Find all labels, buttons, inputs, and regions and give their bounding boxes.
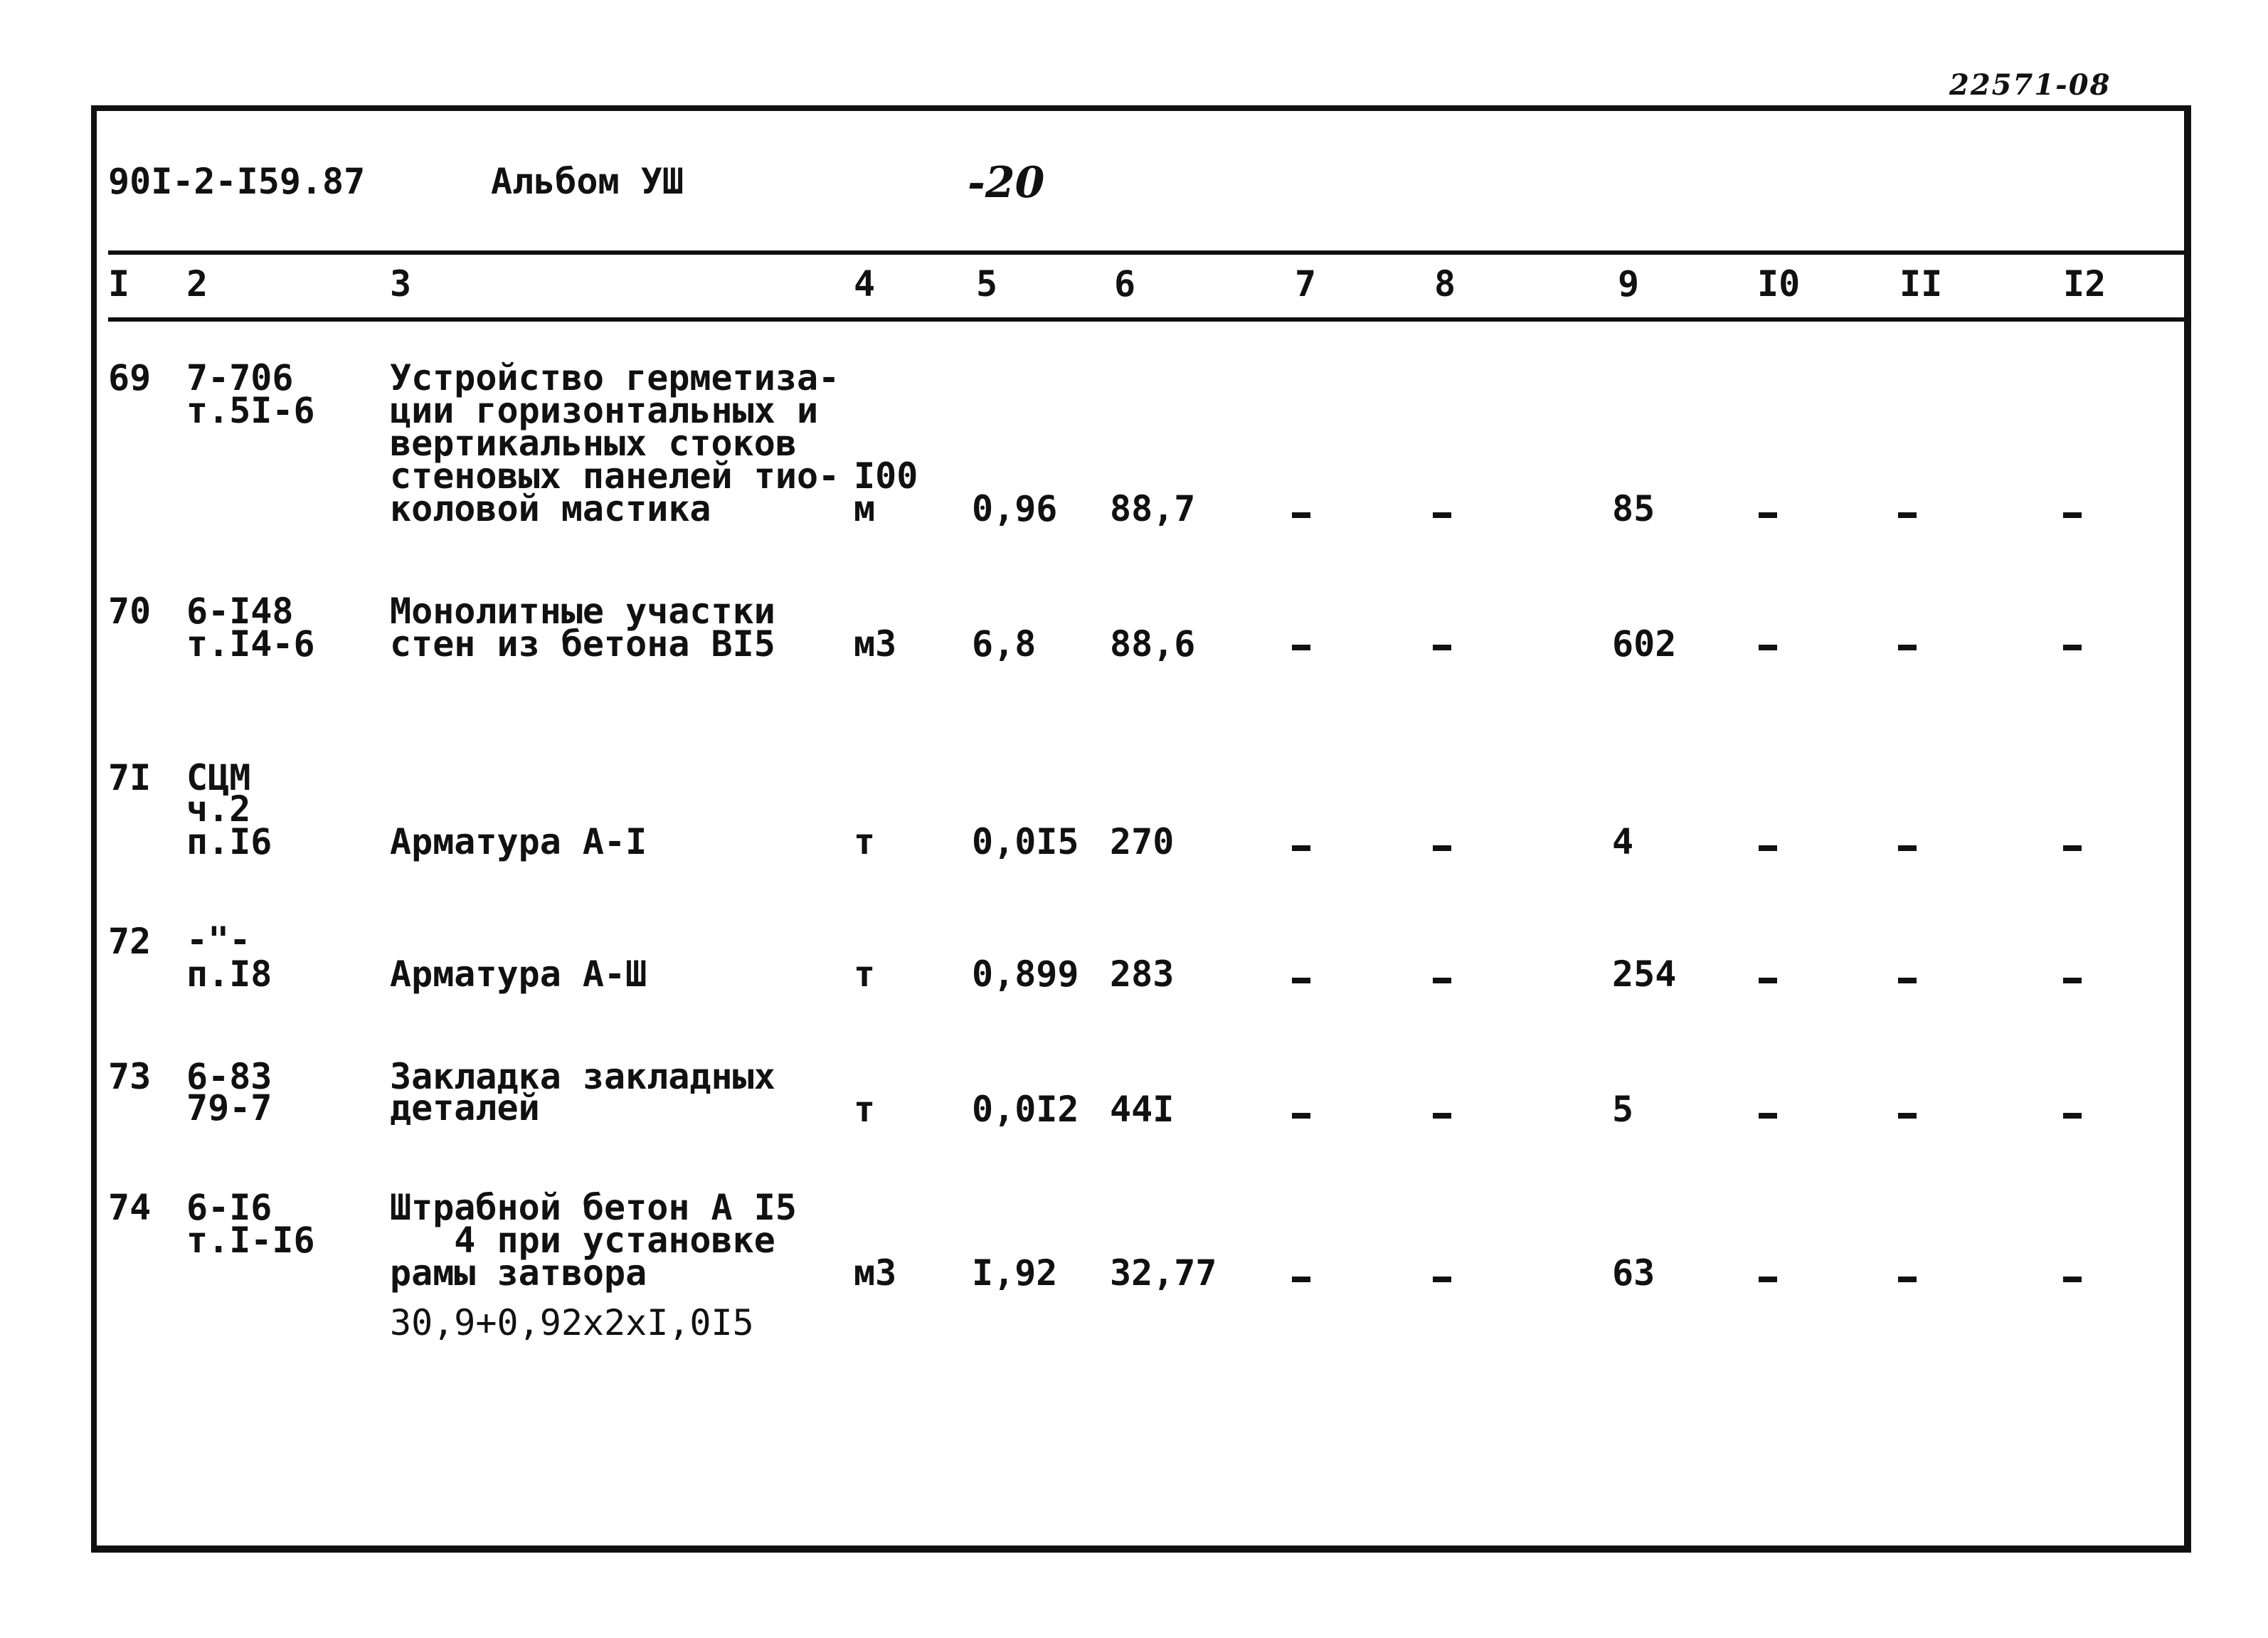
empty-cell-dash — [2063, 978, 2082, 983]
quantity: 6,8 — [972, 623, 1037, 665]
empty-cell-dash — [1759, 1277, 1777, 1282]
row-number: 73 — [108, 1056, 152, 1097]
quantity: I,92 — [972, 1252, 1058, 1294]
unit: м — [854, 488, 876, 529]
unit: м3 — [854, 1252, 897, 1294]
column-number: I — [108, 263, 130, 305]
total-cost: 254 — [1612, 953, 1677, 995]
empty-cell-dash — [2063, 512, 2082, 518]
empty-cell-dash — [1433, 512, 1451, 518]
reference-code: ч.2 — [186, 788, 251, 830]
total-cost: 5 — [1612, 1089, 1634, 1130]
empty-cell-dash — [1898, 1277, 1917, 1282]
quantity: 0,96 — [972, 488, 1058, 529]
empty-cell-dash — [1292, 645, 1310, 650]
header-code: 90I-2-I59.87 — [108, 161, 366, 202]
reference-code: 6-I6 — [186, 1187, 272, 1228]
reference-code: т.I-I6 — [186, 1220, 315, 1261]
work-description: Монолитные участки — [390, 591, 775, 632]
unit-price: 283 — [1110, 953, 1175, 995]
column-number: 8 — [1434, 263, 1456, 305]
work-description: стеновых панелей тио- — [390, 455, 840, 497]
empty-cell-dash — [1433, 845, 1451, 851]
unit: т — [854, 1089, 876, 1130]
empty-cell-dash — [1898, 845, 1917, 851]
quantity: 0,899 — [972, 953, 1079, 995]
work-description: вертикальных стоков — [390, 423, 797, 464]
empty-cell-dash — [2063, 1277, 2082, 1282]
row-number: 70 — [108, 591, 152, 632]
unit: т — [854, 821, 876, 862]
reference-code: т.5I-6 — [186, 390, 315, 431]
column-number: I0 — [1757, 263, 1801, 305]
unit-price: 88,7 — [1110, 488, 1196, 529]
work-description: Закладка закладных — [390, 1056, 775, 1097]
empty-cell-dash — [1898, 978, 1917, 983]
empty-cell-dash — [1759, 512, 1777, 518]
work-description: Арматура А-Ш — [390, 953, 647, 995]
empty-cell-dash — [1433, 1277, 1451, 1282]
column-number: 9 — [1618, 263, 1640, 305]
total-cost: 63 — [1612, 1252, 1655, 1294]
unit-price: 270 — [1110, 821, 1175, 862]
row-number: 74 — [108, 1187, 152, 1228]
total-cost: 85 — [1612, 488, 1655, 529]
empty-cell-dash — [1898, 512, 1917, 518]
reference-code: т.I4-6 — [186, 623, 315, 665]
empty-cell-dash — [1759, 978, 1777, 983]
work-description: 4 при установке — [390, 1220, 775, 1261]
quantity: 0,0I5 — [972, 821, 1079, 862]
reference-code: п.I8 — [186, 953, 272, 995]
column-number: 7 — [1295, 263, 1317, 305]
quantity: 0,0I2 — [972, 1089, 1079, 1130]
column-number: II — [1899, 263, 1943, 305]
empty-cell-dash — [1759, 645, 1777, 650]
column-number: 3 — [390, 263, 412, 305]
work-description: Устройство герметиза- — [390, 357, 840, 398]
work-description: деталей — [390, 1087, 540, 1129]
row-number: 69 — [108, 357, 152, 398]
work-description: Штрабной бетон А I5 — [390, 1187, 797, 1228]
column-number: 4 — [854, 263, 876, 305]
work-description: стен из бетона BI5 — [390, 623, 775, 665]
empty-cell-dash — [1433, 1113, 1451, 1119]
row-number: 7I — [108, 757, 152, 798]
reference-code: 6-83 — [186, 1056, 272, 1097]
work-description: коловой мастика — [390, 488, 711, 529]
empty-cell-dash — [1759, 845, 1777, 851]
empty-cell-dash — [1292, 512, 1310, 518]
empty-cell-dash — [1292, 978, 1310, 983]
empty-cell-dash — [1433, 645, 1451, 650]
empty-cell-dash — [1292, 1277, 1310, 1282]
column-number: I2 — [2063, 263, 2107, 305]
empty-cell-dash — [1292, 845, 1310, 851]
reference-code: 6-I48 — [186, 591, 294, 632]
unit-price: 32,77 — [1110, 1252, 1217, 1294]
work-description: Арматура А-I — [390, 821, 647, 862]
reference-code: -"- — [186, 919, 251, 961]
empty-cell-dash — [2063, 1113, 2082, 1119]
header-page-number: -20 — [968, 158, 1045, 208]
work-description: рамы затвора — [390, 1252, 647, 1294]
column-number: 2 — [186, 263, 208, 305]
handwritten-doc-number: 22571-08 — [1949, 68, 2111, 102]
reference-code: 7-706 — [186, 357, 294, 398]
calculation-note: 30,9+0,92x2xI,0I5 — [390, 1302, 754, 1343]
empty-cell-dash — [2063, 845, 2082, 851]
reference-code: 79-7 — [186, 1087, 272, 1129]
row-number: 72 — [108, 921, 152, 962]
empty-cell-dash — [1898, 645, 1917, 650]
empty-cell-dash — [2063, 645, 2082, 650]
reference-code: п.I6 — [186, 821, 272, 862]
column-number: 5 — [976, 263, 998, 305]
total-cost: 4 — [1612, 821, 1634, 862]
empty-cell-dash — [1759, 1113, 1777, 1119]
empty-cell-dash — [1433, 978, 1451, 983]
reference-code: СЦМ — [186, 757, 251, 798]
empty-cell-dash — [1292, 1113, 1310, 1119]
unit: I00 — [854, 455, 918, 497]
unit-price: 44I — [1110, 1089, 1175, 1130]
total-cost: 602 — [1612, 623, 1677, 665]
header-album: Альбом УШ — [491, 161, 684, 202]
unit-price: 88,6 — [1110, 623, 1196, 665]
header-rule-top — [108, 250, 2184, 255]
unit: т — [854, 953, 876, 995]
work-description: ции горизонтальных и — [390, 390, 819, 431]
column-number: 6 — [1114, 263, 1136, 305]
header-rule-bottom — [108, 317, 2184, 322]
unit: м3 — [854, 623, 897, 665]
empty-cell-dash — [1898, 1113, 1917, 1119]
